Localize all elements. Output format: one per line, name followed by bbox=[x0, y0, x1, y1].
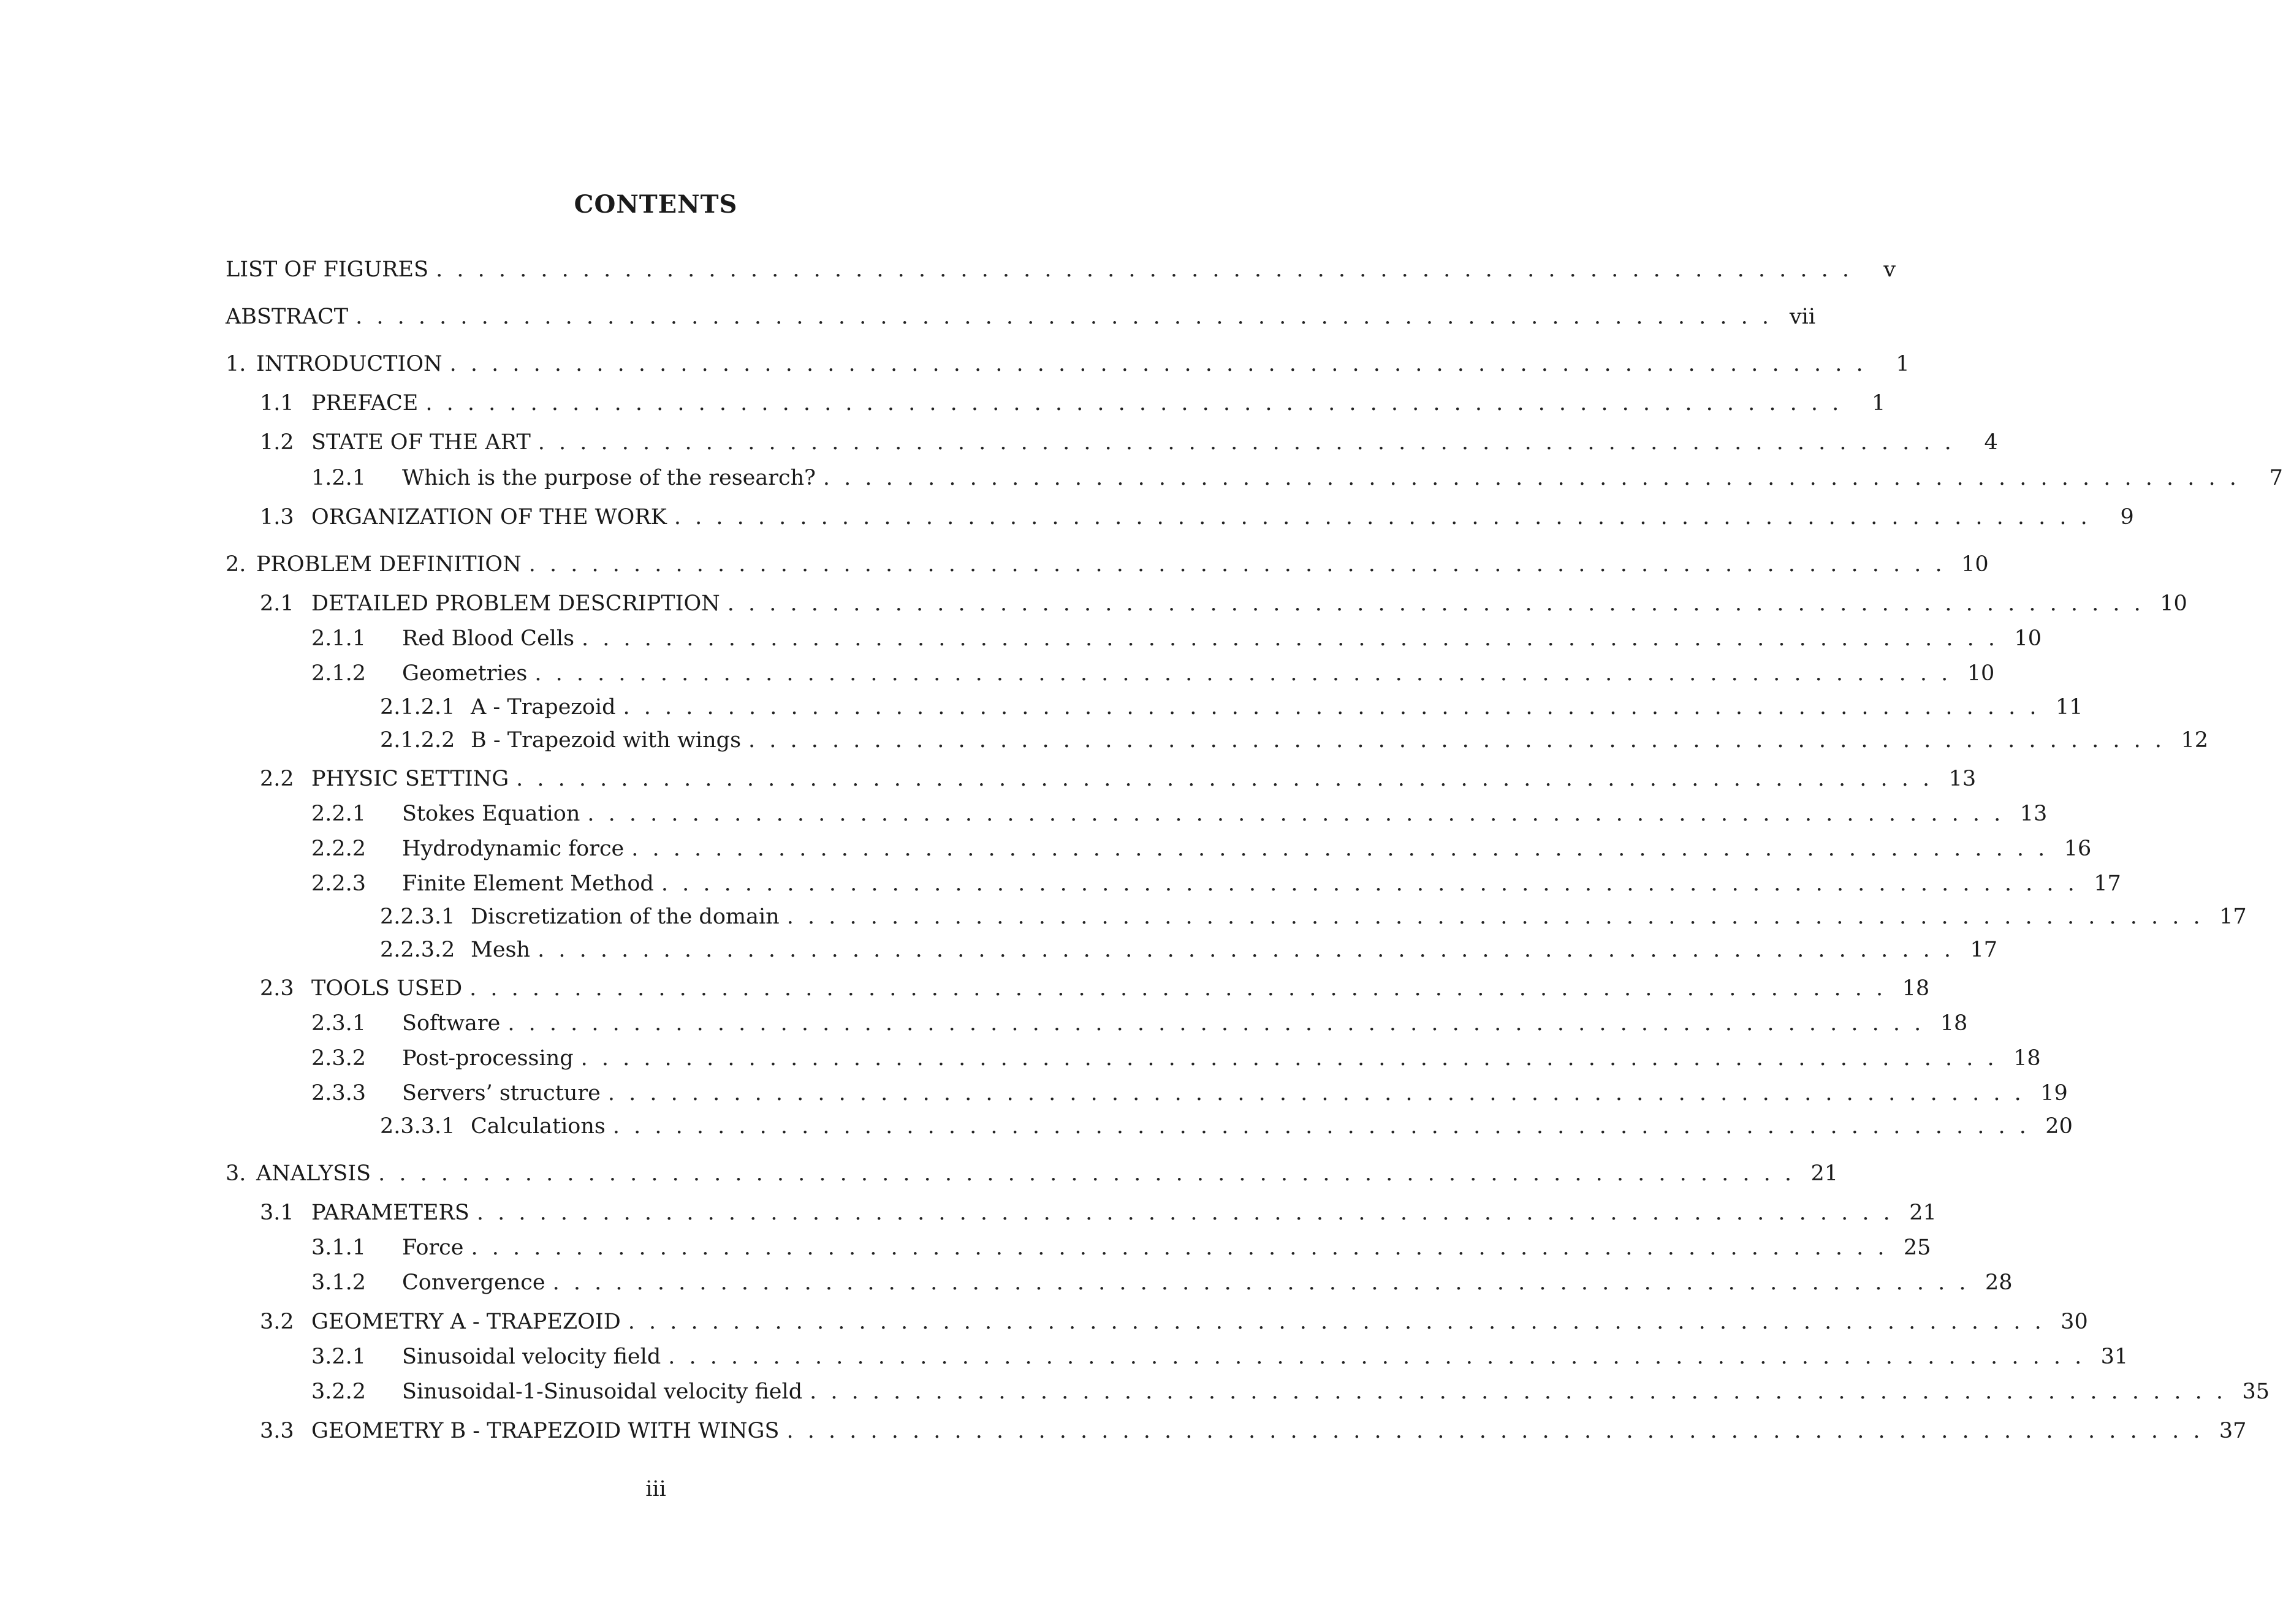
toc-entry-page: 35 bbox=[2242, 1379, 2270, 1404]
toc-entry[interactable] bbox=[311, 1045, 2041, 1072]
page-title: CONTENTS bbox=[574, 190, 738, 219]
toc-entry[interactable] bbox=[260, 429, 1998, 456]
toc-entry-number: 3.1.1 bbox=[311, 1235, 367, 1260]
toc-entry-page: 37 bbox=[2219, 1419, 2247, 1443]
toc-entry-number: 2.2.3.2 bbox=[380, 938, 455, 962]
toc-entry[interactable] bbox=[380, 903, 2247, 930]
toc-entry-page: 30 bbox=[2061, 1310, 2088, 1334]
toc-entry-title: Red Blood Cells bbox=[402, 626, 575, 651]
toc-entry-page: 13 bbox=[2019, 802, 2048, 826]
toc-entry[interactable] bbox=[380, 694, 2083, 721]
toc-entry[interactable] bbox=[380, 936, 1998, 963]
toc-entry-page: 18 bbox=[2013, 1046, 2041, 1071]
dot-leader: . . . . . . . . . . . . . . . . . . . . . . . . . . . . . . . . . . . . . . . . . . . . . . . . . . . . . . . . . . . . . . . . . . . . bbox=[471, 1235, 1888, 1260]
toc-entry[interactable] bbox=[226, 303, 1816, 330]
toc-entry-page: vii bbox=[1789, 305, 1816, 329]
toc-entry-page: 25 bbox=[1903, 1235, 1931, 1260]
toc-entry-number: 2.2.1 bbox=[311, 802, 367, 826]
toc-entry[interactable] bbox=[226, 551, 1989, 578]
toc-entry[interactable] bbox=[260, 1308, 2088, 1335]
dot-leader: . . . . . . . . . . . . . . . . . . . . . . . . . . . . . . . . . . . . . . . . . . . . . . . . . . . . . . . . . . . . . . . . . . . . bbox=[822, 466, 2240, 490]
dot-leader: . . . . . . . . . . . . . . . . . . . . . . . . . . . . . . . . . . . . . . . . . . . . . . . . . . . . . . . . . . . . . . . . . . . . bbox=[528, 552, 1946, 577]
dot-leader: . . . . . . . . . . . . . . . . . . . . . . . . . . . . . . . . . . . . . . . . . . . . . . . . . . . . . . . . . . . . . . . . . . . . bbox=[727, 591, 2144, 616]
dot-leader: . . . . . . . . . . . . . . . . . . . . . . . . . . . . . . . . . . . . . . . . . . . . . . . . . . . . . . . . . . . . . . . . . . . . bbox=[378, 1161, 1796, 1186]
toc-entry-title: Which is the purpose of the research? bbox=[402, 466, 816, 490]
toc-entry[interactable] bbox=[311, 1010, 1968, 1037]
toc-entry-page: 1 bbox=[1871, 391, 1886, 415]
toc-entry-title: Finite Element Method bbox=[402, 871, 654, 896]
dot-leader: . . . . . . . . . . . . . . . . . . . . . . . . . . . . . . . . . . . . . . . . . . . . . . . . . . . . . . . . . . . . . . . . . . . . bbox=[538, 938, 1955, 962]
dot-leader: . . . . . . . . . . . . . . . . . . . . . . . . . . . . . . . . . . . . . . . . . . . . . . . . . . . . . . . . . . . . . . . . . . . . bbox=[587, 802, 2005, 826]
toc-entry-number: 3.2.1 bbox=[311, 1345, 367, 1369]
toc-entry-number: 1.2 bbox=[260, 430, 294, 455]
dot-leader: . . . . . . . . . . . . . . . . . . . . . . . . . . . . . . . . . . . . . . . . . . . . . . . . . . . . . . . . . . . . . . . . . . . . bbox=[623, 695, 2040, 719]
toc-entry-page: 10 bbox=[1967, 661, 1995, 686]
toc-entry-title: TOOLS USED bbox=[311, 976, 463, 1001]
dot-leader: . . . . . . . . . . . . . . . . . . . . . . . . . . . . . . . . . . . . . . . . . . . . . . . . . . . . . . . . . . . . . . . . . . . . bbox=[786, 905, 2204, 929]
dot-leader: . . . . . . . . . . . . . . . . . . . . . . . . . . . . . . . . . . . . . . . . . . . . . . . . . . . . . . . . . . . . . . . . . . . . bbox=[631, 837, 2049, 861]
toc-entry-page: 18 bbox=[1902, 976, 1930, 1001]
toc-entry-title: PREFACE bbox=[311, 391, 419, 415]
toc-entry-number: 2.1 bbox=[260, 591, 294, 616]
toc-entry-title: ANALYSIS bbox=[256, 1161, 371, 1186]
toc-entry-title: Post-processing bbox=[402, 1046, 574, 1071]
toc-entry-page: 17 bbox=[1970, 938, 1998, 962]
toc-entry-page: 9 bbox=[2120, 505, 2134, 529]
toc-entry[interactable] bbox=[311, 625, 2042, 652]
dot-leader: . . . . . . . . . . . . . . . . . . . . . . . . . . . . . . . . . . . . . . . . . . . . . . . . . . . . . . . . . . . . . . . . . . . . bbox=[538, 430, 1955, 455]
toc-entry-page: 12 bbox=[2181, 728, 2208, 753]
toc-entry[interactable] bbox=[311, 1269, 2013, 1296]
toc-entry[interactable] bbox=[311, 870, 2121, 897]
dot-leader: . . . . . . . . . . . . . . . . . . . . . . . . . . . . . . . . . . . . . . . . . . . . . . . . . . . . . . . . . . . . . . . . . . . . bbox=[436, 257, 1853, 282]
dot-leader: . . . . . . . . . . . . . . . . . . . . . . . . . . . . . . . . . . . . . . . . . . . . . . . . . . . . . . . . . . . . . . . . . . . . bbox=[668, 1345, 2086, 1369]
toc-entry-title: ABSTRACT bbox=[226, 305, 349, 329]
toc-entry[interactable] bbox=[311, 1343, 2129, 1370]
toc-entry-title: PHYSIC SETTING bbox=[311, 767, 509, 791]
toc-entry-title: Sinusoidal velocity field bbox=[402, 1345, 661, 1369]
toc-entry[interactable] bbox=[311, 1080, 2068, 1107]
dot-leader: . . . . . . . . . . . . . . . . . . . . . . . . . . . . . . . . . . . . . . . . . . . . . . . . . . . . . . . . . . . . . . . . . . . . bbox=[786, 1419, 2204, 1443]
toc-entry-title: GEOMETRY A - TRAPEZOID bbox=[311, 1310, 621, 1334]
toc-entry-page: 21 bbox=[1810, 1161, 1839, 1186]
toc-entry-page: 28 bbox=[1985, 1270, 2013, 1295]
toc-entry[interactable] bbox=[311, 1234, 1931, 1261]
toc-entry-page: 17 bbox=[2094, 871, 2121, 896]
toc-entry[interactable] bbox=[260, 1417, 2247, 1444]
toc-entry-number: 2.2.2 bbox=[311, 837, 367, 861]
toc-entry[interactable] bbox=[260, 765, 1977, 792]
toc-entry-page: 4 bbox=[1984, 430, 1998, 455]
toc-entry-title: Servers’ structure bbox=[402, 1081, 601, 1106]
toc-entry-title: PARAMETERS bbox=[311, 1201, 469, 1225]
toc-entry-number: 2.2.3.1 bbox=[380, 905, 455, 929]
toc-entry-title: Mesh bbox=[471, 938, 531, 962]
toc-entry-number: 3.2.2 bbox=[311, 1379, 367, 1404]
toc-entry[interactable] bbox=[260, 390, 1886, 417]
toc-entry-page: 17 bbox=[2219, 905, 2247, 929]
dot-leader: . . . . . . . . . . . . . . . . . . . . . . . . . . . . . . . . . . . . . . . . . . . . . . . . . . . . . . . . . . . . . . . . . . . . bbox=[661, 871, 2078, 896]
toc-entry[interactable] bbox=[311, 465, 2283, 491]
toc-entry[interactable] bbox=[260, 975, 1930, 1002]
toc-entry-title: B - Trapezoid with wings bbox=[471, 728, 742, 753]
toc-entry-number: 2.3.1 bbox=[311, 1011, 367, 1036]
toc-entry-number: 2. bbox=[226, 552, 246, 577]
toc-entry-title: GEOMETRY B - TRAPEZOID WITH WINGS bbox=[311, 1419, 780, 1443]
page-number: iii bbox=[645, 1477, 666, 1501]
toc-entry-page: 19 bbox=[2040, 1081, 2068, 1106]
dot-leader: . . . . . . . . . . . . . . . . . . . . . . . . . . . . . . . . . . . . . . . . . . . . . . . . . . . . . . . . . . . . . . . . . . . . bbox=[607, 1081, 2025, 1106]
toc-entry-page: 1 bbox=[1896, 352, 1910, 376]
dot-leader: . . . . . . . . . . . . . . . . . . . . . . . . . . . . . . . . . . . . . . . . . . . . . . . . . . . . . . . . . . . . . . . . . . . . bbox=[582, 626, 1999, 651]
toc-entry-title: Calculations bbox=[471, 1114, 606, 1139]
toc-entry-number: 1. bbox=[226, 352, 246, 376]
dot-leader: . . . . . . . . . . . . . . . . . . . . . . . . . . . . . . . . . . . . . . . . . . . . . . . . . . . . . . . . . . . . . . . . . . . . bbox=[469, 976, 1887, 1001]
toc-entry-page: 13 bbox=[1948, 767, 1977, 791]
toc-entry-page: 11 bbox=[2055, 695, 2083, 719]
toc-entry-title: Sinusoidal-1-Sinusoidal velocity field bbox=[402, 1379, 803, 1404]
toc-entry-number: 2.1.2.2 bbox=[380, 728, 455, 753]
toc-entry-number: 1.1 bbox=[260, 391, 294, 415]
dot-leader: . . . . . . . . . . . . . . . . . . . . . . . . . . . . . . . . . . . . . . . . . . . . . . . . . . . . . . . . . . . . . . . . . . . . bbox=[628, 1310, 2045, 1334]
dot-leader: . . . . . . . . . . . . . . . . . . . . . . . . . . . . . . . . . . . . . . . . . . . . . . . . . . . . . . . . . . . . . . . . . . . . bbox=[580, 1046, 1998, 1071]
toc-entry-title: Discretization of the domain bbox=[471, 905, 780, 929]
toc-entry-number: 2.2 bbox=[260, 767, 294, 791]
toc-entry-title: Hydrodynamic force bbox=[402, 837, 625, 861]
toc-entry-number: 2.3.3.1 bbox=[380, 1114, 455, 1139]
toc-entry-number: 2.3 bbox=[260, 976, 294, 1001]
toc-entry[interactable] bbox=[260, 1199, 1937, 1226]
dot-leader: . . . . . . . . . . . . . . . . . . . . . . . . . . . . . . . . . . . . . . . . . . . . . . . . . . . . . . . . . . . . . . . . . . . . bbox=[612, 1114, 2030, 1139]
toc-entry-page: 18 bbox=[1940, 1011, 1968, 1036]
toc-entry-page: 16 bbox=[2064, 837, 2092, 861]
dot-leader: . . . . . . . . . . . . . . . . . . . . . . . . . . . . . . . . . . . . . . . . . . . . . . . . . . . . . . . . . . . . . . . . . . . . bbox=[748, 728, 2165, 753]
toc-entry-number: 3.1.2 bbox=[311, 1270, 367, 1295]
dot-leader: . . . . . . . . . . . . . . . . . . . . . . . . . . . . . . . . . . . . . . . . . . . . . . . . . . . . . . . . . . . . . . . . . . . . bbox=[810, 1379, 2227, 1404]
dot-leader: . . . . . . . . . . . . . . . . . . . . . . . . . . . . . . . . . . . . . . . . . . . . . . . . . . . . . . . . . . . . . . . . . . . . bbox=[476, 1201, 1894, 1225]
toc-entry[interactable] bbox=[226, 351, 1910, 378]
toc-entry-number: 3.1 bbox=[260, 1201, 294, 1225]
dot-leader: . . . . . . . . . . . . . . . . . . . . . . . . . . . . . . . . . . . . . . . . . . . . . . . . . . . . . . . . . . . . . . . . . . . . bbox=[552, 1270, 1970, 1295]
toc-entry-title: Software bbox=[402, 1011, 501, 1036]
toc-entry-number: 2.1.2 bbox=[311, 661, 367, 686]
dot-leader: . . . . . . . . . . . . . . . . . . . . . . . . . . . . . . . . . . . . . . . . . . . . . . . . . . . . . . . . . . . . . . . . . . . . bbox=[425, 391, 1843, 415]
toc-entry-page: 7 bbox=[2269, 466, 2283, 490]
toc-entry[interactable] bbox=[260, 590, 2187, 617]
toc-entry[interactable] bbox=[311, 660, 1995, 687]
toc-entry-number: 2.3.3 bbox=[311, 1081, 367, 1106]
toc-entry[interactable] bbox=[380, 727, 2208, 754]
toc-entry-title: LIST OF FIGURES bbox=[226, 257, 429, 282]
toc-entry-title: A - Trapezoid bbox=[471, 695, 616, 719]
toc-entry-number: 1.3 bbox=[260, 505, 294, 529]
toc-entry-number: 3. bbox=[226, 1161, 246, 1186]
toc-entry-page: 10 bbox=[2160, 591, 2187, 616]
toc-entry-title: Stokes Equation bbox=[402, 802, 580, 826]
toc-entry-title: PROBLEM DEFINITION bbox=[256, 552, 522, 577]
toc-entry-title: DETAILED PROBLEM DESCRIPTION bbox=[311, 591, 720, 616]
toc-entry-number: 2.1.1 bbox=[311, 626, 367, 651]
toc-entry[interactable] bbox=[311, 800, 2048, 827]
dot-leader: . . . . . . . . . . . . . . . . . . . . . . . . . . . . . . . . . . . . . . . . . . . . . . . . . . . . . . . . . . . . . . . . . . . . bbox=[516, 767, 1934, 791]
toc-entry-title: STATE OF THE ART bbox=[311, 430, 531, 455]
toc-entry[interactable] bbox=[311, 1378, 2270, 1405]
dot-leader: . . . . . . . . . . . . . . . . . . . . . . . . . . . . . . . . . . . . . . . . . . . . . . . . . . . . . . . . . . . . . . . . . . . . bbox=[534, 661, 1952, 686]
toc-entry-title: Geometries bbox=[402, 661, 528, 686]
dot-leader: . . . . . . . . . . . . . . . . . . . . . . . . . . . . . . . . . . . . . . . . . . . . . . . . . . . . . . . . . . . . . . . . . . . . bbox=[449, 352, 1867, 376]
toc-entry-page: v bbox=[1883, 257, 1896, 282]
toc-entry-title: Force bbox=[402, 1235, 464, 1260]
dot-leader: . . . . . . . . . . . . . . . . . . . . . . . . . . . . . . . . . . . . . . . . . . . . . . . . . . . . . . . . . . . . . . . . . . . . bbox=[507, 1011, 1925, 1036]
toc-entry-page: 21 bbox=[1909, 1201, 1937, 1225]
toc-entry-title: ORGANIZATION OF THE WORK bbox=[311, 505, 667, 529]
toc-entry-number: 1.2.1 bbox=[311, 466, 367, 490]
toc-entry-title: Convergence bbox=[402, 1270, 545, 1295]
toc-entry-page: 20 bbox=[2045, 1114, 2073, 1139]
toc-entry-page: 10 bbox=[2014, 626, 2042, 651]
dot-leader: . . . . . . . . . . . . . . . . . . . . . . . . . . . . . . . . . . . . . . . . . . . . . . . . . . . . . . . . . . . . . . . . . . . . bbox=[674, 505, 2091, 529]
toc-entry[interactable] bbox=[380, 1113, 2073, 1140]
toc-entry-page: 10 bbox=[1961, 552, 1989, 577]
toc-entry-number: 3.3 bbox=[260, 1419, 294, 1443]
dot-leader: . . . . . . . . . . . . . . . . . . . . . . . . . . . . . . . . . . . . . . . . . . . . . . . . . . . . . . . . . . . . . . . . . . . . bbox=[355, 305, 1773, 329]
toc-entry-title: INTRODUCTION bbox=[256, 352, 443, 376]
toc-entry-number: 3.2 bbox=[260, 1310, 294, 1334]
toc-entry-number: 2.1.2.1 bbox=[380, 695, 455, 719]
toc-entry-number: 2.2.3 bbox=[311, 871, 367, 896]
toc-entry-number: 2.3.2 bbox=[311, 1046, 367, 1071]
toc-entry[interactable] bbox=[311, 835, 2092, 862]
toc-entry[interactable] bbox=[226, 256, 1896, 283]
toc-entry[interactable] bbox=[260, 504, 2134, 531]
toc-entry[interactable] bbox=[226, 1160, 1839, 1187]
toc-entry-page: 31 bbox=[2100, 1345, 2129, 1369]
